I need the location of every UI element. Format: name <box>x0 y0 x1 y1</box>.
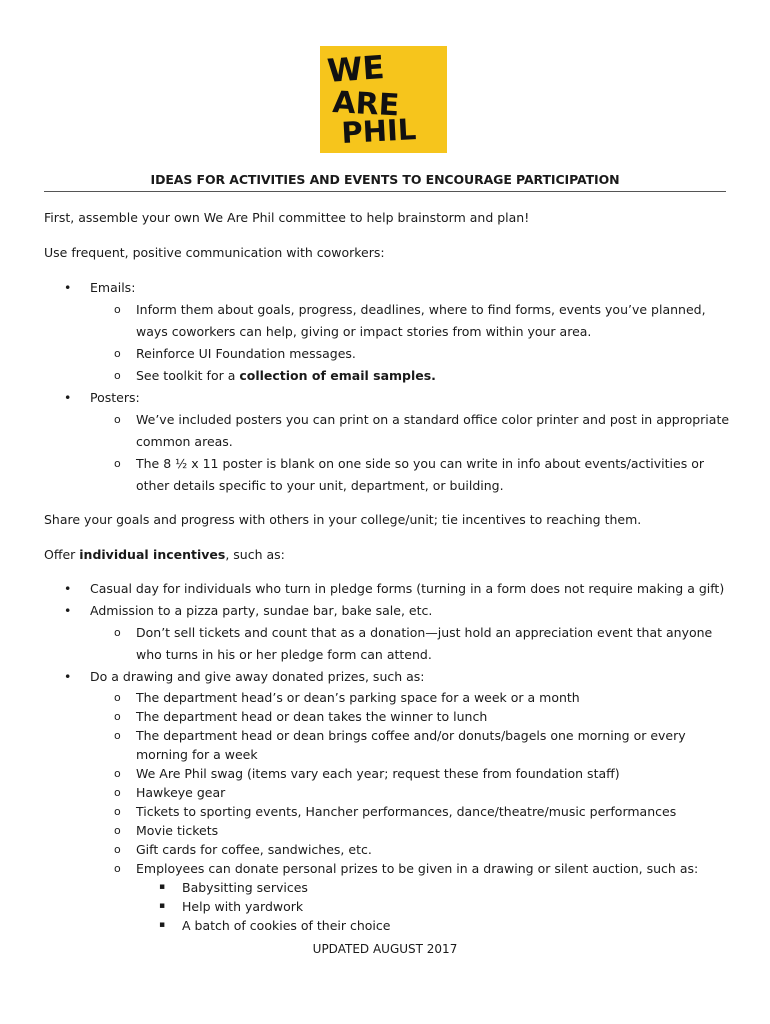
list-item-text: Admission to a pizza party, sundae bar, bake sale, etc. <box>90 603 433 618</box>
logo-wordmark <box>320 46 447 153</box>
list-item <box>136 916 734 935</box>
square-marker: ▪ <box>159 901 166 911</box>
incentives-list <box>44 578 734 935</box>
list-item-casual-day <box>44 578 734 600</box>
circle-marker: o <box>114 413 121 426</box>
logo-line-are: ARE <box>331 85 401 124</box>
list-item-text: We’ve included posters you can print on a standard office color printer and post in appropriate common areas. <box>136 412 730 449</box>
share-paragraph: Share your goals and progress with others in your college/unit; tie incentives to reaching them. <box>44 512 642 527</box>
list-item-text: Inform them about goals, progress, deadlines, where to find forms, events you’ve planned, ways coworkers can help, giving or impact stories from within your area. <box>136 302 706 339</box>
offer-suffix: , such as: <box>225 547 285 562</box>
communication-heading: Use frequent, positive communication with coworkers: <box>44 245 385 260</box>
square-marker: ▪ <box>159 882 166 892</box>
list-item <box>90 409 734 453</box>
circle-marker: o <box>114 347 121 360</box>
list-item <box>90 859 734 935</box>
footer-updated-date: UPDATED AUGUST 2017 <box>312 942 458 956</box>
circle-marker: o <box>114 691 121 704</box>
we-are-phil-logo <box>320 46 447 153</box>
list-item <box>90 821 734 840</box>
emails-sublist <box>90 299 734 387</box>
logo-line-phil: PHIL <box>340 112 418 150</box>
list-item-text: Hawkeye gear <box>136 785 226 800</box>
list-item <box>90 365 734 387</box>
circle-marker: o <box>114 369 121 382</box>
circle-marker: o <box>114 824 121 837</box>
list-item-text: The department head or dean takes the winner to lunch <box>136 709 488 724</box>
communication-list <box>44 277 734 497</box>
offer-bold-text: individual incentives <box>79 547 226 562</box>
list-item-text: Movie tickets <box>136 823 219 838</box>
circle-marker: o <box>114 457 121 470</box>
page-title: IDEAS FOR ACTIVITIES AND EVENTS TO ENCOURAGE PARTICIPATION <box>150 172 620 187</box>
circle-marker: o <box>114 862 121 875</box>
list-item-text: We Are Phil swag (items vary each year; request these from foundation staff) <box>136 766 620 781</box>
list-item <box>90 707 734 726</box>
list-item <box>90 688 734 707</box>
list-item <box>90 299 734 343</box>
list-item-text: A batch of cookies of their choice <box>182 918 391 933</box>
offer-paragraph <box>44 544 734 566</box>
posters-sublist <box>90 409 734 497</box>
list-item-text: Do a drawing and give away donated prizes, such as: <box>90 669 425 684</box>
bullet-marker: • <box>64 390 72 405</box>
list-item <box>90 764 734 783</box>
list-item-text: Gift cards for coffee, sandwiches, etc. <box>136 842 372 857</box>
square-marker: ▪ <box>159 920 166 930</box>
list-item-text: Employees can donate personal prizes to be given in a drawing or silent auction, such as: <box>136 861 699 876</box>
bullet-marker: • <box>64 669 72 684</box>
list-item <box>136 878 734 897</box>
prizes-sublist <box>90 688 734 935</box>
list-item-text: Tickets to sporting events, Hancher performances, dance/theatre/music performances <box>136 804 677 819</box>
list-item-text: Reinforce UI Foundation messages. <box>136 346 356 361</box>
list-item <box>90 726 734 764</box>
admission-sublist <box>90 622 734 666</box>
circle-marker: o <box>114 626 121 639</box>
title-divider <box>44 191 726 192</box>
list-item-admission <box>44 600 734 666</box>
circle-marker: o <box>114 303 121 316</box>
list-item <box>90 783 734 802</box>
list-item-text: The department head or dean brings coffee and/or donuts/bagels one morning or every morning for a week <box>136 728 686 762</box>
list-item-posters <box>44 387 734 497</box>
circle-marker: o <box>114 805 121 818</box>
emails-label: Emails: <box>90 280 136 295</box>
circle-marker: o <box>114 710 121 723</box>
bullet-marker: • <box>64 280 72 295</box>
intro-paragraph: First, assemble your own We Are Phil committee to help brainstorm and plan! <box>44 210 530 225</box>
list-item <box>90 840 734 859</box>
list-item-text: Help with yardwork <box>182 899 304 914</box>
list-item-text: The department head’s or dean’s parking space for a week or a month <box>136 690 580 705</box>
list-item-text: Babysitting services <box>182 880 308 895</box>
document-body <box>44 207 734 935</box>
offer-prefix: Offer <box>44 547 80 562</box>
list-item <box>90 453 734 497</box>
list-item <box>90 343 734 365</box>
list-item-text: Don’t sell tickets and count that as a donation—just hold an appreciation event that anyone who turns in his or her pledge form can attend. <box>136 625 713 662</box>
list-item <box>136 897 734 916</box>
circle-marker: o <box>114 786 121 799</box>
toolkit-bold-text: collection of email samples. <box>239 368 436 383</box>
personal-prizes-sublist <box>136 878 734 935</box>
list-item-text: Casual day for individuals who turn in pledge forms (turning in a form does not require making a gift) <box>90 581 725 596</box>
list-item-text: The 8 ½ x 11 poster is blank on one side so you can write in info about events/activities or other details specific to your unit, department, or building. <box>136 456 704 493</box>
list-item-emails <box>44 277 734 387</box>
bullet-marker: • <box>64 581 72 596</box>
logo-line-we: WE <box>325 48 386 90</box>
posters-label: Posters: <box>90 390 140 405</box>
circle-marker: o <box>114 767 121 780</box>
circle-marker: o <box>114 843 121 856</box>
list-item <box>90 622 734 666</box>
circle-marker: o <box>114 729 121 742</box>
toolkit-prefix: See toolkit for a <box>136 368 240 383</box>
list-item-drawing <box>44 666 734 935</box>
list-item <box>90 802 734 821</box>
bullet-marker: • <box>64 603 72 618</box>
